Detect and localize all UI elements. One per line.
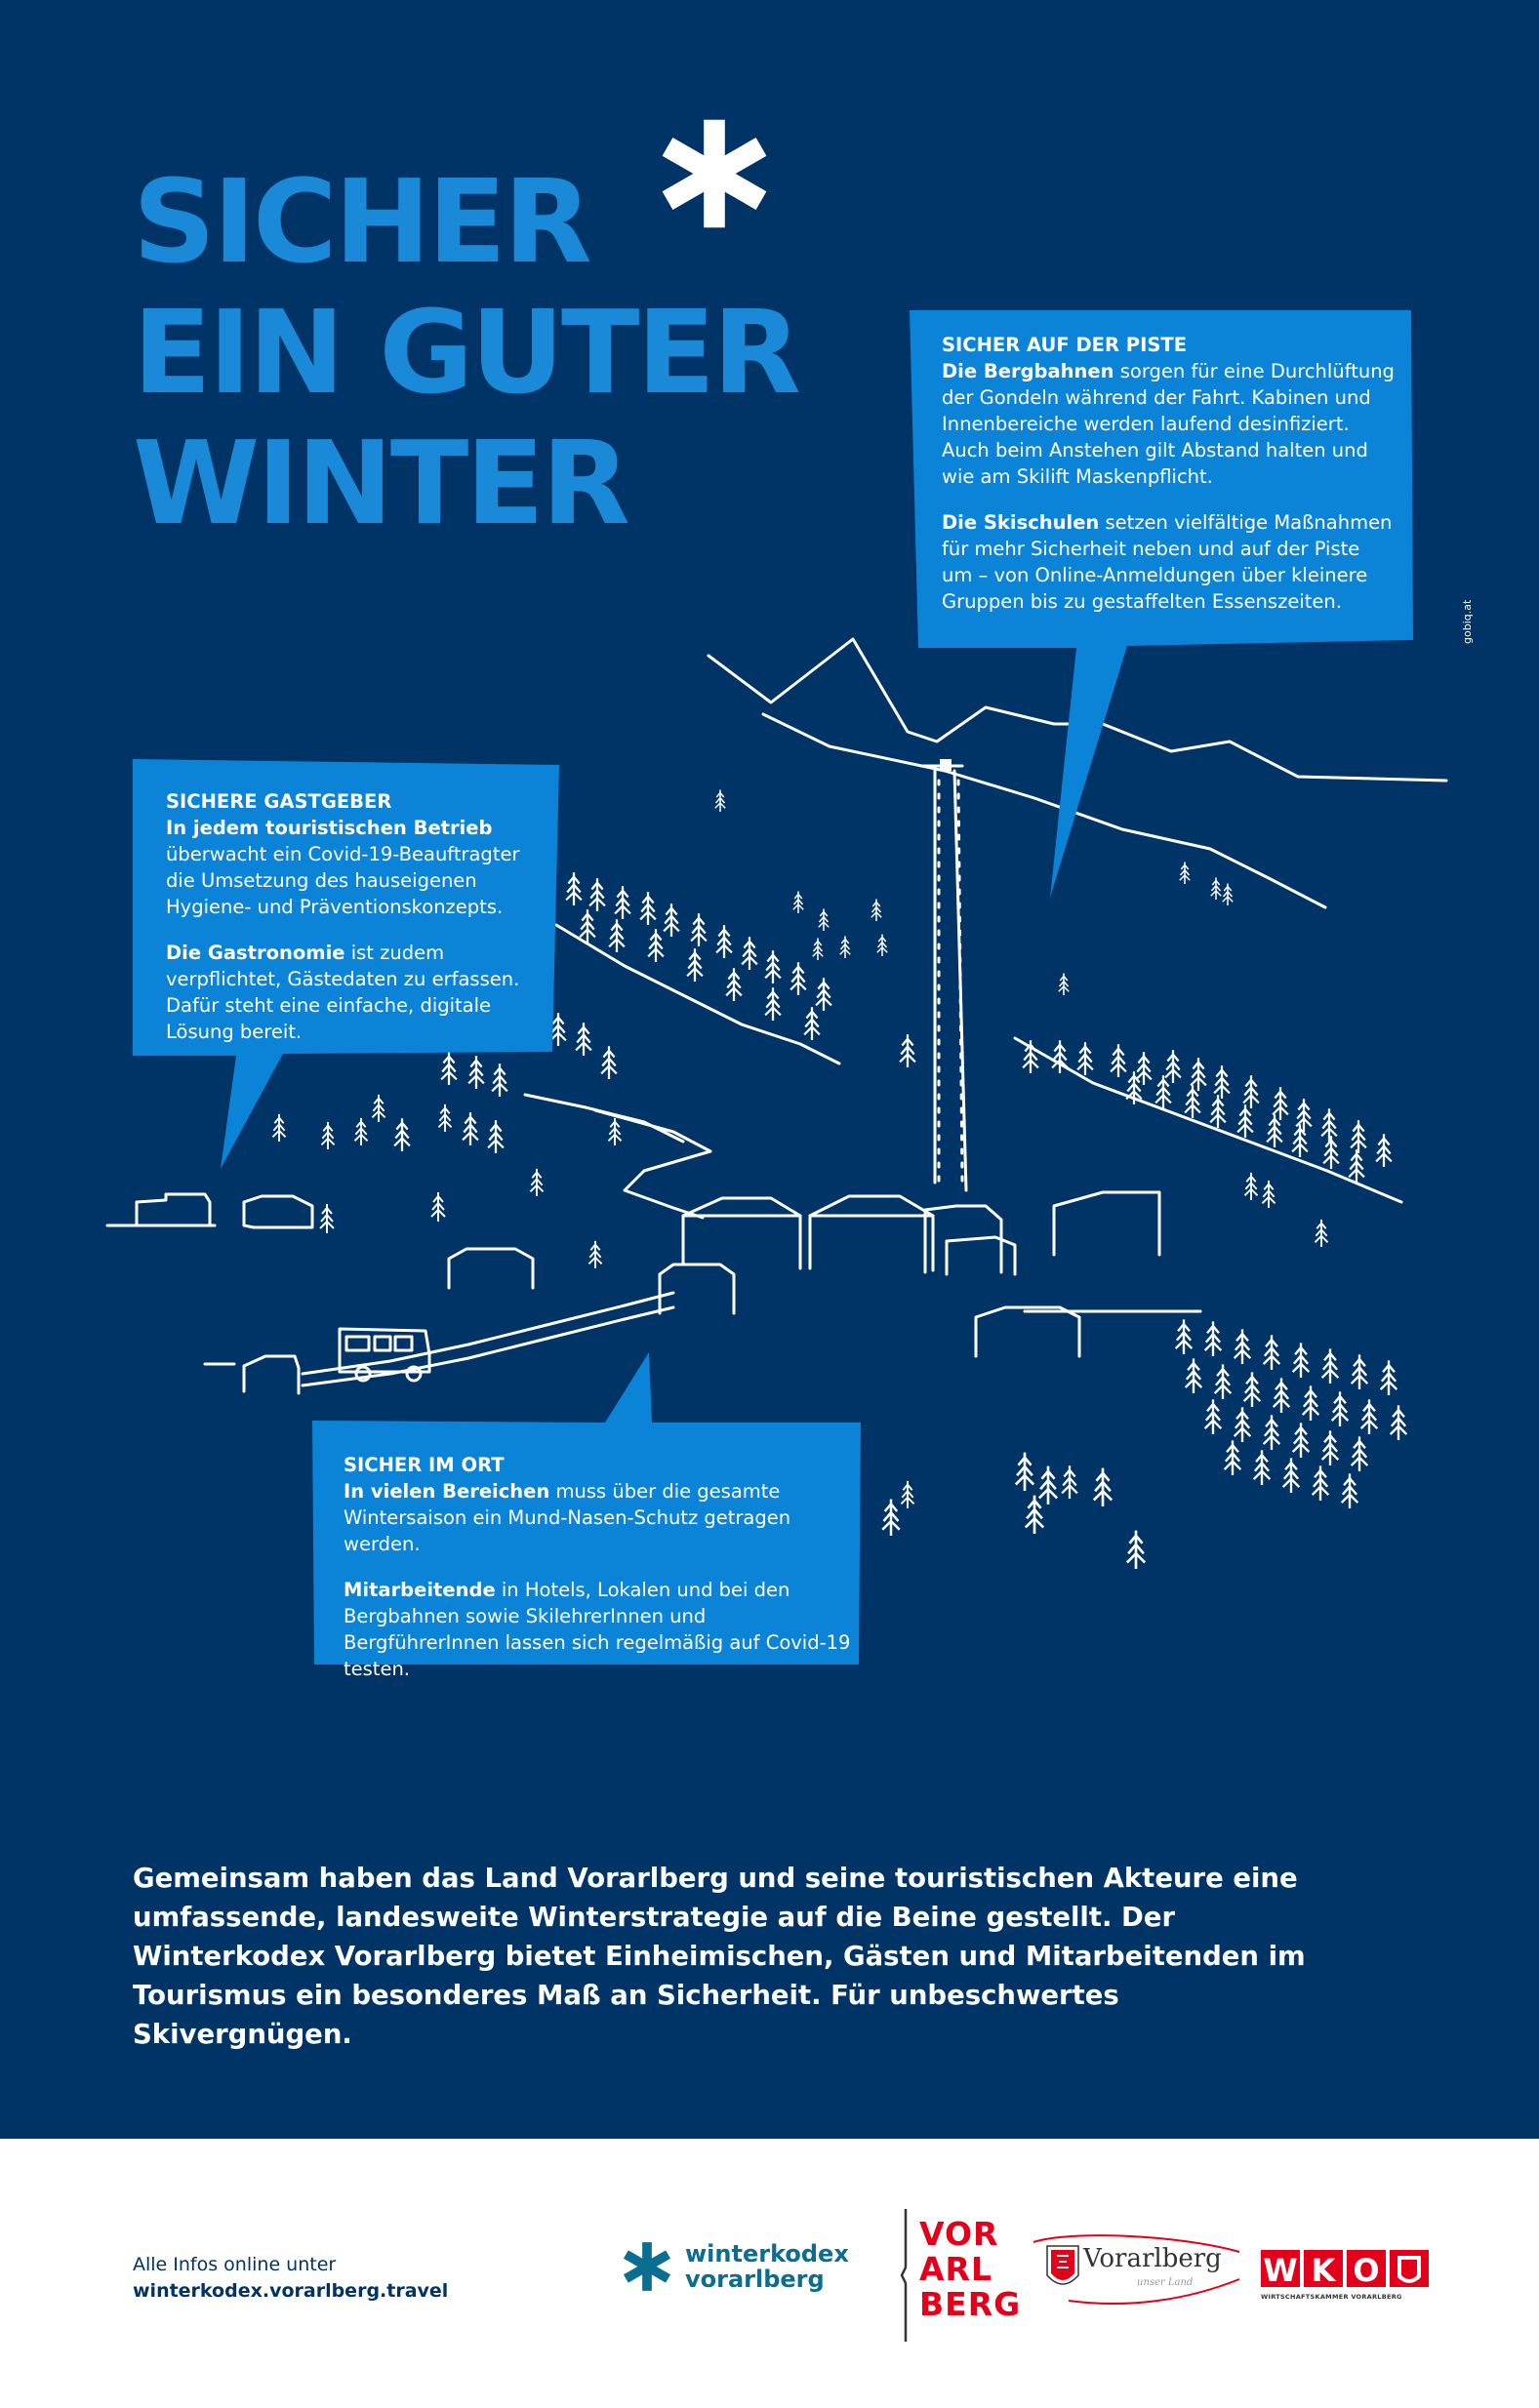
vorarlberg-line-1: VOR xyxy=(919,2215,999,2253)
bubble-gastgeber-p1-text: überwacht ein Covid-19-Beauftragter die Umsetzung des hauseigenen Hygiene- und Präventionskonzepts. xyxy=(166,843,520,918)
headline-line-1: SICHER xyxy=(133,154,589,289)
vorarlberg-wordmark xyxy=(919,2217,1021,2322)
vorarlberg-line-2: ARL xyxy=(919,2250,992,2288)
info-label: Alle Infos online unter xyxy=(133,2254,337,2275)
bubble-piste-title: SICHER AUF DER PISTE xyxy=(942,334,1188,356)
headline-line-3: WINTER xyxy=(133,416,628,550)
info-url-link[interactable]: winterkodex.vorarlberg.travel xyxy=(133,2280,449,2302)
wko-sub: WIRTSCHAFTSKAMMER VORARLBERG xyxy=(1261,2293,1402,2301)
bubble-gastgeber-p1-bold: In jedem touristischen Betrieb xyxy=(166,817,493,839)
wko-letter-w: W xyxy=(1263,2252,1298,2289)
bubble-ort-p1-bold: In vielen Bereichen xyxy=(344,1480,550,1503)
wko-logo[interactable] xyxy=(1261,2246,1437,2305)
vorarlberg-line-3: BERG xyxy=(919,2285,1022,2323)
bubble-piste-p1-bold: Die Bergbahnen xyxy=(942,360,1114,382)
vorarlberg-unser-land-logo[interactable] xyxy=(1030,2232,1244,2307)
bubble-sicher-im-ort xyxy=(344,1452,851,1682)
headline-line-2: EIN GUTER xyxy=(133,285,798,420)
winterkodex-line-2: vorarlberg xyxy=(685,2266,825,2293)
wko-wordmark-icon xyxy=(1261,2246,1437,2291)
bubble-gastgeber-title: SICHERE GASTGEBER xyxy=(166,790,392,813)
winterkodex-asterisk-icon xyxy=(621,2240,673,2293)
winterkodex-logo[interactable] xyxy=(621,2240,849,2293)
bubble-gastgeber-p2-bold: Die Gastronomie xyxy=(166,942,345,964)
unser-land-name: Vorarlberg xyxy=(1083,2244,1222,2273)
vorarlberg-logo[interactable] xyxy=(900,2207,1022,2344)
bubble-sichere-gastgeber xyxy=(166,788,551,1045)
bubble-piste-p1-text: sorgen für eine Durchlüftung der Gondeln während der Fahrt. Kabinen und Innenbereiche werden laufend desinfiziert. Auch beim Anstehen gilt Abstand halten und wie am Skilift Maskenpflicht. xyxy=(942,360,1395,488)
wko-letter-k: K xyxy=(1311,2252,1336,2289)
bubble-ort-p2-text: in Hotels, Lokalen und bei den Bergbahnen sowie SkilehrerInnen und BergführerInnen lassen sich regelmäßig auf Covid-19 testen. xyxy=(344,1579,851,1680)
winterkodex-wordmark xyxy=(685,2241,849,2292)
vorarlberg-bracket-icon xyxy=(900,2207,919,2344)
intro-paragraph: Gemeinsam haben das Land Vorarlberg und seine touristischen Akteure eine umfassende, landesweite Winterstrategie auf die Beine gestellt. Der Winterkodex Vorarlberg bietet Einheimischen, Gästen und Mitarbeitenden im Tourismus ein besonderes Maß an Sicherheit. Für unbeschwertes Skivergnügen. xyxy=(133,1863,1306,2050)
bubble-ort-title: SICHER IM ORT xyxy=(344,1454,505,1476)
bubble-ort-p2-bold: Mitarbeitende xyxy=(344,1579,496,1601)
bubble-piste-p2-text: setzen vielfältige Maßnahmen für mehr Sicherheit neben und auf der Piste um – von Online-Anmeldungen über kleinere Gruppen bis zu gestaffelten Essenszeiten. xyxy=(942,511,1393,613)
bubble-sicher-auf-der-piste xyxy=(942,332,1396,615)
bubble-gastgeber-p2-text: ist zudem verpflichtet, Gästedaten zu erfassen. Dafür steht eine einfache, digitale Lösung bereit. xyxy=(166,942,520,1043)
unser-land-sub: unser Land xyxy=(1137,2277,1194,2288)
wko-letter-o: O xyxy=(1353,2252,1380,2289)
bubble-piste-p2-bold: Die Skischulen xyxy=(942,511,1100,534)
winterkodex-line-1: winterkodex xyxy=(685,2240,849,2268)
footer-info xyxy=(133,2252,448,2305)
agency-credit: gobiq.at xyxy=(1461,599,1474,644)
bubble-ort-p1-text: muss über die gesamte Wintersaison ein Mund-Nasen-Schutz getragen werden. xyxy=(344,1480,791,1555)
